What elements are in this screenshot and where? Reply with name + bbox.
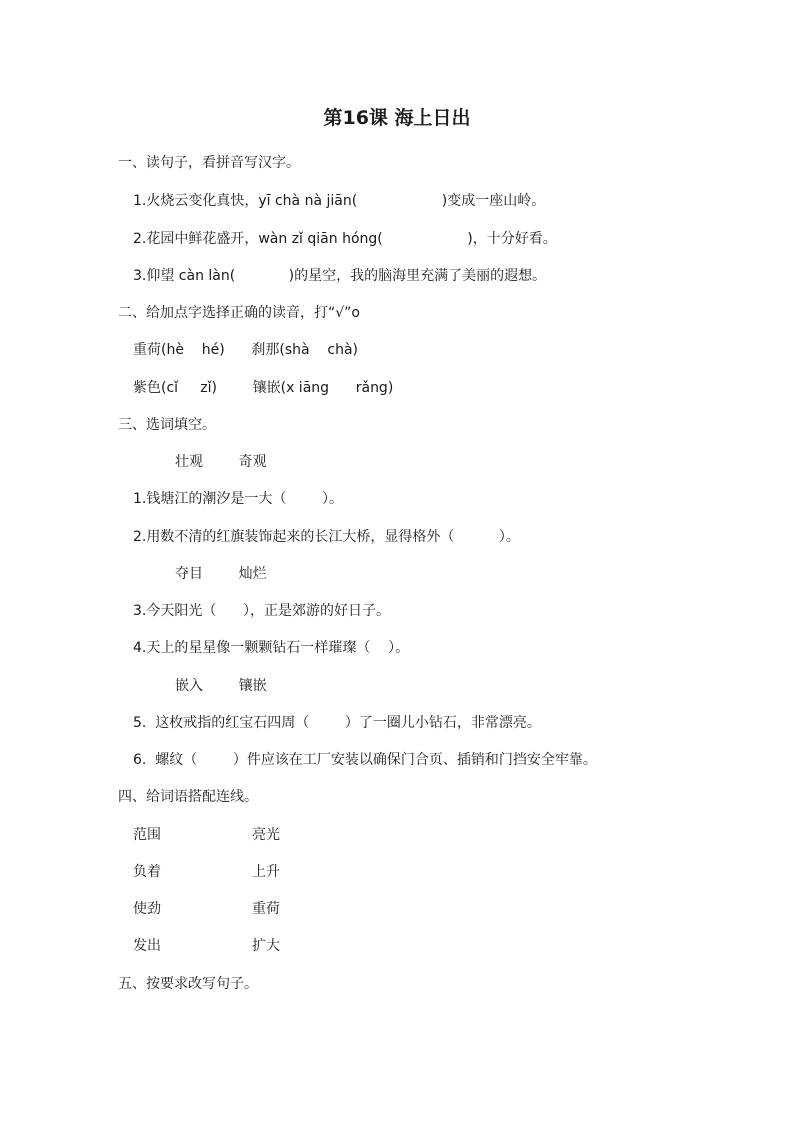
section-5-heading: 五、按要求改写句子。 [118,976,258,992]
section-4-heading: 四、给词语搭配连线。 [118,789,258,805]
match-right-2: 上升 [252,864,280,880]
match-right-4: 扩大 [252,938,280,954]
section-3-question-2: 2.用数不清的红旗装饰起来的长江大桥，显得格外（ ）。 [133,529,520,545]
section-2-row-2: 紫色(cǐ zǐ) 镶嵌(x iāng rǎng) [133,380,394,396]
word-options-2: 夺目 灿烂 [175,566,267,582]
section-2-row-1: 重荷(hè hé) 刹那(shà chà) [133,342,359,358]
match-left-4: 发出 [133,938,161,954]
match-right-1: 亮光 [252,827,280,843]
page-title: 第16课 海上日出 [323,107,471,129]
match-right-3: 重荷 [252,901,280,917]
section-2-heading: 二、给加点字选择正确的读音，打“√”o [118,305,360,321]
section-1-question-2: 2.花园中鲜花盛开，wàn zǐ qiān hóng( )，十分好看。 [133,231,557,247]
section-3-question-5: 5. 这枚戒指的红宝石四周（ ）了一圈儿小钻石，非常漂亮。 [133,715,541,731]
section-3-heading: 三、选词填空。 [118,417,216,433]
section-3-question-3: 3.今天阳光（ ），正是郊游的好日子。 [133,603,391,619]
section-1-question-3: 3.仰望 càn làn( )的星空，我的脑海里充满了美丽的遐想。 [133,268,547,284]
section-1-heading: 一、读句子，看拼音写汉字。 [118,155,300,171]
section-3-question-6: 6. 螺纹（ ）件应该在工厂安装以确保门合页、插销和门挡安全牢靠。 [133,752,597,768]
match-left-1: 范围 [133,827,161,843]
section-3-question-1: 1.钱塘江的潮汐是一大（ ）。 [133,491,343,507]
word-options-1: 壮观 奇观 [175,454,267,470]
match-left-3: 使劲 [133,901,161,917]
word-options-3: 嵌入 镶嵌 [175,678,267,694]
match-left-2: 负着 [133,864,161,880]
section-3-question-4: 4.天上的星星像一颗颗钻石一样璀璨（ ）。 [133,640,410,656]
section-1-question-1: 1.火烧云变化真快，yī chà nà jiān( )变成一座山岭。 [133,193,546,209]
